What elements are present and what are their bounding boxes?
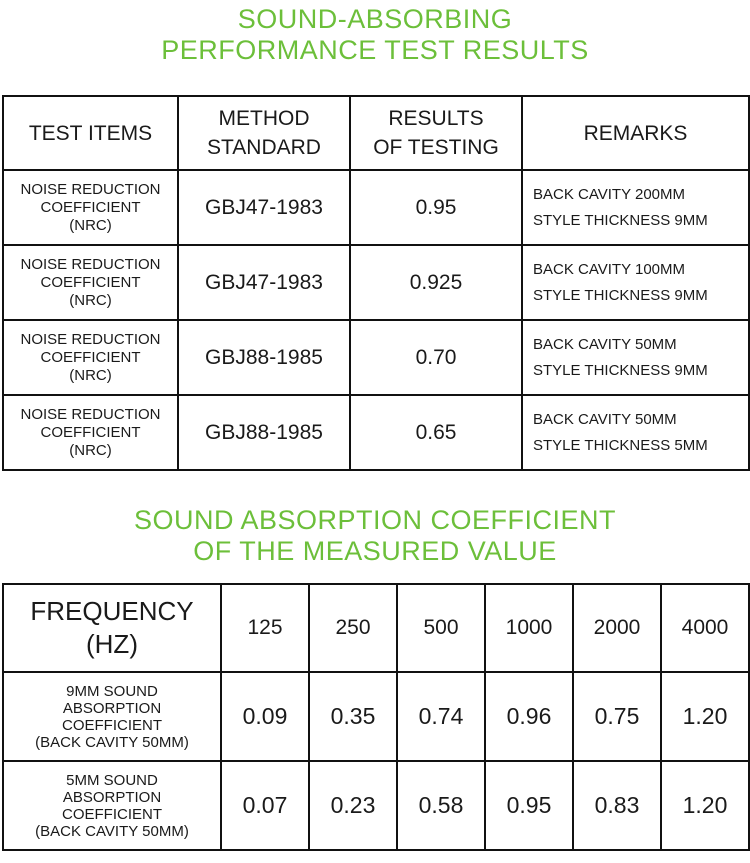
sample-label-line: 9MM SOUND <box>66 682 158 700</box>
frequency-header-cell: 4000 <box>661 584 749 672</box>
test-results-table <box>2 95 750 471</box>
remark-line: STYLE THICKNESS 9MM <box>533 286 708 304</box>
frequency-header-cell: 125 <box>221 584 309 672</box>
coefficient-value-cell: 1.20 <box>661 761 749 850</box>
result-cell: 0.70 <box>350 320 522 395</box>
table-row <box>3 320 749 395</box>
coefficient-value-cell: 0.83 <box>573 761 661 850</box>
table-row <box>3 245 749 320</box>
coefficient-value-cell: 0.23 <box>309 761 397 850</box>
sample-label-cell <box>3 672 221 761</box>
table-row <box>3 761 749 850</box>
header-results-line2: OF TESTING <box>373 136 499 159</box>
frequency-label-line2: (HZ) <box>86 629 138 659</box>
test-item-line: COEFFICIENT <box>40 348 141 366</box>
absorption-coefficient-table <box>2 583 750 851</box>
test-item-line: NOISE REDUCTION <box>20 255 161 273</box>
table-row <box>3 170 749 245</box>
test-item-cell <box>3 320 178 395</box>
absorption-title-line1: SOUND ABSORPTION COEFFICIENT <box>133 505 617 535</box>
test-item-cell <box>3 170 178 245</box>
result-cell: 0.65 <box>350 395 522 470</box>
absorption-title-line2: OF THE MEASURED VALUE <box>193 536 557 566</box>
test-item-cell <box>3 245 178 320</box>
test-item-line: COEFFICIENT <box>40 198 141 216</box>
remark-line: BACK CAVITY 50MM <box>533 335 677 353</box>
frequency-label-cell <box>3 584 221 672</box>
method-standard-cell: GBJ88-1985 <box>178 395 350 470</box>
remark-line: STYLE THICKNESS 9MM <box>533 361 708 379</box>
coefficient-value-cell: 0.07 <box>221 761 309 850</box>
test-item-line: (NRC) <box>69 366 112 384</box>
remark-line: BACK CAVITY 50MM <box>533 410 677 428</box>
test-item-line: COEFFICIENT <box>40 273 141 291</box>
test-results-title-line1: SOUND-ABSORBING <box>237 4 513 34</box>
test-item-line: NOISE REDUCTION <box>20 405 161 423</box>
sample-label-line: (BACK CAVITY 50MM) <box>35 733 189 751</box>
header-remarks: REMARKS <box>522 96 749 170</box>
coefficient-value-cell: 0.75 <box>573 672 661 761</box>
coefficient-value-cell: 0.58 <box>397 761 485 850</box>
sample-label-line: ABSORPTION <box>62 788 162 806</box>
result-cell: 0.925 <box>350 245 522 320</box>
remarks-cell <box>522 395 749 470</box>
sample-label-line: 5MM SOUND <box>66 771 158 789</box>
test-item-line: (NRC) <box>69 441 112 459</box>
method-standard-cell: GBJ47-1983 <box>178 170 350 245</box>
coefficient-value-cell: 0.09 <box>221 672 309 761</box>
remark-line: STYLE THICKNESS 9MM <box>533 211 708 229</box>
remark-line: STYLE THICKNESS 5MM <box>533 436 708 454</box>
test-results-title-line2: PERFORMANCE TEST RESULTS <box>161 35 589 65</box>
coefficient-value-cell: 1.20 <box>661 672 749 761</box>
frequency-header-cell: 1000 <box>485 584 573 672</box>
sample-label-line: COEFFICIENT <box>62 716 162 734</box>
frequency-label-line1: FREQUENCY <box>30 596 194 626</box>
table-header-row <box>3 96 749 170</box>
table-row <box>3 395 749 470</box>
remark-line: BACK CAVITY 200MM <box>533 185 685 203</box>
test-item-line: NOISE REDUCTION <box>20 180 161 198</box>
header-results <box>350 96 522 170</box>
sample-label-line: COEFFICIENT <box>62 805 162 823</box>
header-results-line1: RESULTS <box>388 107 484 130</box>
method-standard-cell: GBJ47-1983 <box>178 245 350 320</box>
frequency-header-cell: 250 <box>309 584 397 672</box>
table-row <box>3 672 749 761</box>
remarks-cell <box>522 320 749 395</box>
sample-label-cell <box>3 761 221 850</box>
remarks-cell <box>522 245 749 320</box>
remarks-cell <box>522 170 749 245</box>
sample-label-line: ABSORPTION <box>62 699 162 717</box>
test-item-cell <box>3 395 178 470</box>
test-item-line: NOISE REDUCTION <box>20 330 161 348</box>
coefficient-value-cell: 0.35 <box>309 672 397 761</box>
result-cell: 0.95 <box>350 170 522 245</box>
test-item-line: (NRC) <box>69 216 112 234</box>
frequency-header-row <box>3 584 749 672</box>
frequency-header-cell: 500 <box>397 584 485 672</box>
remark-line: BACK CAVITY 100MM <box>533 260 685 278</box>
coefficient-value-cell: 0.74 <box>397 672 485 761</box>
header-method-standard <box>178 96 350 170</box>
test-item-line: (NRC) <box>69 291 112 309</box>
test-item-line: COEFFICIENT <box>40 423 141 441</box>
coefficient-value-cell: 0.95 <box>485 761 573 850</box>
test-results-title <box>0 4 750 66</box>
header-test-items: TEST ITEMS <box>3 96 178 170</box>
method-standard-cell: GBJ88-1985 <box>178 320 350 395</box>
header-method-line2: STANDARD <box>207 136 321 159</box>
coefficient-value-cell: 0.96 <box>485 672 573 761</box>
frequency-header-cell: 2000 <box>573 584 661 672</box>
absorption-coefficient-title <box>0 505 750 567</box>
header-method-line1: METHOD <box>218 107 310 130</box>
sample-label-line: (BACK CAVITY 50MM) <box>35 822 189 840</box>
